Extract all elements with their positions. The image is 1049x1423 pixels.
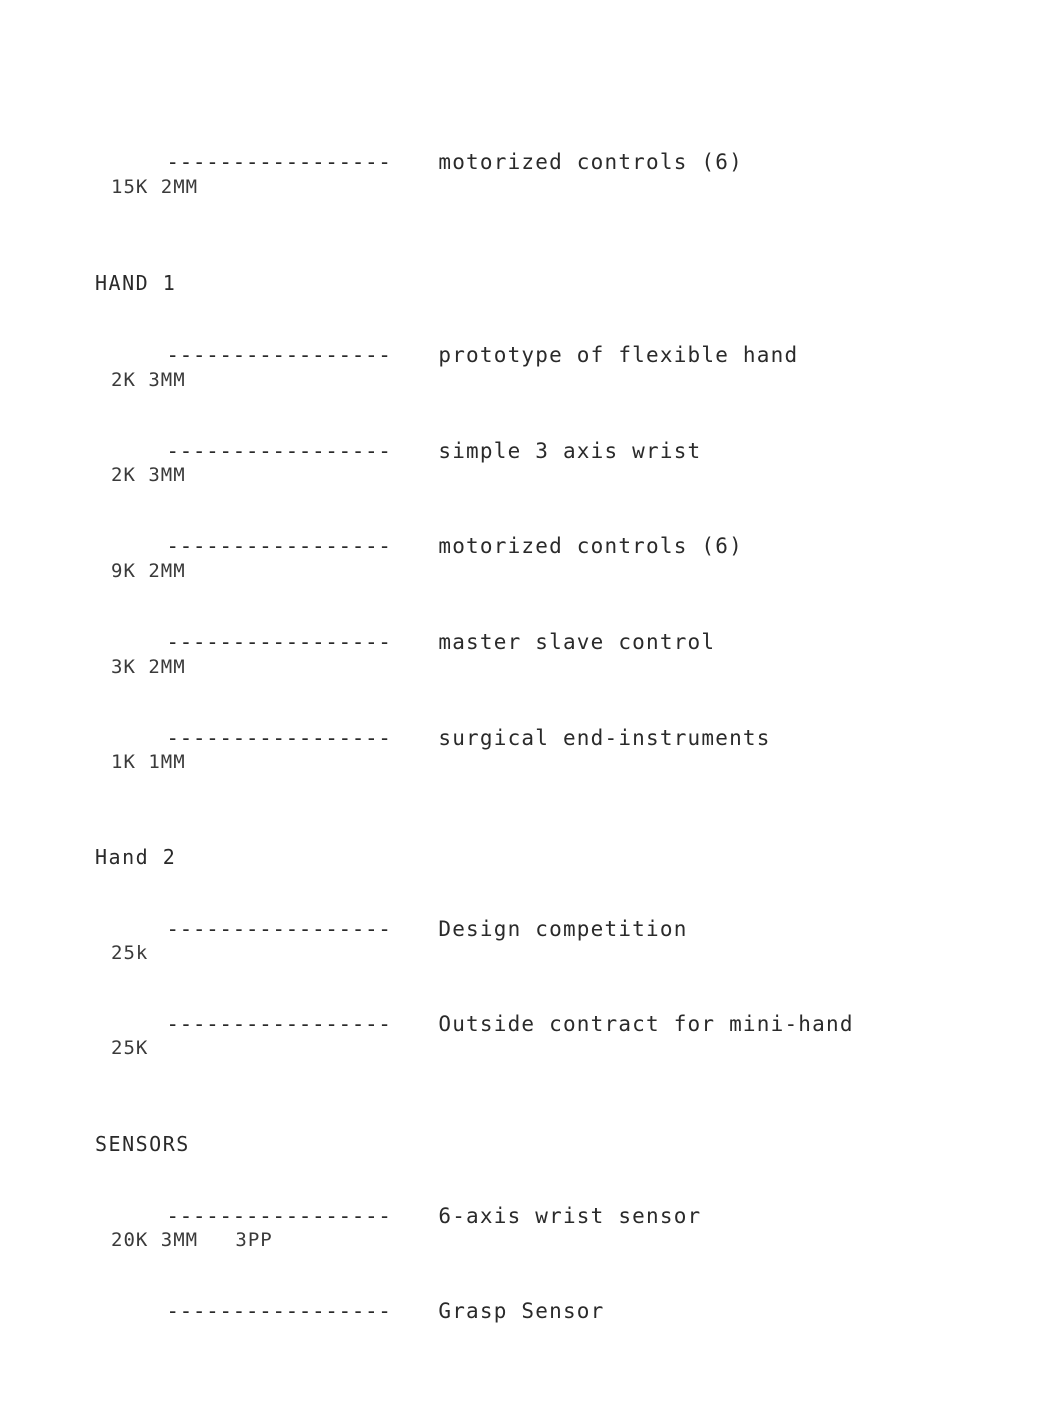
cost-line: 2K 3MM: [111, 369, 186, 391]
item-description: surgical end-instruments: [438, 726, 771, 750]
dash-rule: -----------------: [166, 917, 392, 941]
item-description: Outside contract for mini-hand: [438, 1012, 854, 1036]
cost-line: 25K: [111, 1037, 149, 1059]
cost-line: 20K 3MM 3PP: [111, 1229, 273, 1251]
cost-line: 2K 3MM: [111, 464, 186, 486]
item-description: motorized controls (6): [438, 534, 743, 558]
dash-rule: -----------------: [166, 343, 392, 367]
section-heading: HAND 1: [95, 271, 177, 295]
list-item: [111, 126, 743, 198]
cost-line: 1K 1MM: [111, 751, 186, 773]
list-item: [111, 988, 854, 1060]
section-heading: Hand 2: [95, 845, 177, 869]
dash-rule: -----------------: [166, 150, 392, 174]
cost-line: 15K 2MM: [111, 176, 199, 198]
dash-rule: -----------------: [166, 1204, 392, 1228]
dash-rule: -----------------: [166, 630, 392, 654]
cost-line: 25k: [111, 942, 149, 964]
list-item: [111, 1275, 605, 1347]
item-description: 6-axis wrist sensor: [438, 1204, 702, 1228]
dash-rule: -----------------: [166, 534, 392, 558]
cost-line: 3K 2MM: [111, 656, 186, 678]
dash-rule: -----------------: [166, 726, 392, 750]
item-description: prototype of flexible hand: [438, 343, 799, 367]
item-description: Design competition: [438, 917, 688, 941]
list-item: [111, 702, 771, 774]
list-item: [111, 415, 701, 487]
section-heading: SENSORS: [95, 1132, 190, 1156]
item-description: simple 3 axis wrist: [438, 439, 702, 463]
list-item: [111, 893, 688, 965]
cost-line: 9K 2MM: [111, 560, 186, 582]
list-item: [111, 606, 715, 678]
dash-rule: -----------------: [166, 439, 392, 463]
list-item: [111, 510, 743, 582]
item-description: master slave control: [438, 630, 716, 654]
dash-rule: -----------------: [166, 1299, 392, 1323]
dash-rule: -----------------: [166, 1012, 392, 1036]
list-item: [111, 319, 798, 391]
item-description: Grasp Sensor: [438, 1299, 605, 1323]
item-description: motorized controls (6): [438, 150, 743, 174]
